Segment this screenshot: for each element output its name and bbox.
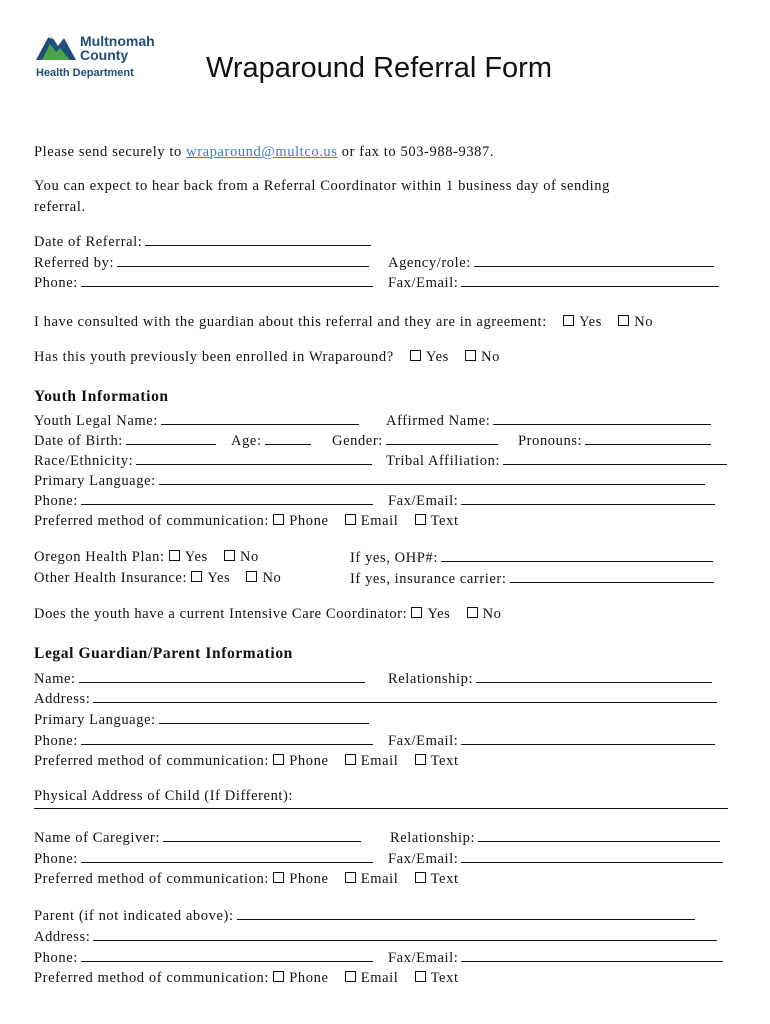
referrer-fax-row	[388, 273, 719, 292]
pronouns-label: Pronouns:	[518, 433, 583, 449]
checkbox-icon[interactable]	[415, 754, 426, 765]
checkbox-icon[interactable]	[410, 350, 421, 361]
guardian-relationship-row	[388, 669, 712, 688]
guardian-pref-phone[interactable]	[273, 753, 328, 769]
guardian-name-label: Name:	[34, 671, 76, 687]
caregiver-field[interactable]	[163, 828, 361, 842]
parent-pref-email[interactable]	[345, 970, 399, 986]
tribal-label: Tribal Affiliation:	[386, 453, 501, 469]
youth-legal-name-row	[34, 411, 359, 430]
enrolled-question: Has this youth previously been enrolled in Wraparound?	[34, 349, 394, 365]
dob-label: Date of Birth:	[34, 433, 123, 449]
caregiver-label: Name of Caregiver:	[34, 830, 160, 846]
icc-question: Does the youth have a current Intensive Care Coordinator:	[34, 606, 408, 622]
checkbox-icon[interactable]	[563, 315, 574, 326]
youth-fax-label: Fax/Email:	[388, 493, 459, 509]
youth-pref-row	[34, 512, 459, 530]
dob-row	[34, 431, 216, 450]
checkbox-icon[interactable]	[169, 550, 180, 561]
age-field[interactable]	[265, 431, 311, 445]
ins-carrier-label: If yes, insurance carrier:	[350, 571, 507, 587]
option-label: Text	[430, 753, 459, 769]
checkbox-icon[interactable]	[345, 872, 356, 883]
parent-address-row	[34, 927, 717, 946]
guardian-fax-label: Fax/Email:	[388, 733, 459, 749]
race-row	[34, 451, 372, 470]
referrer-phone-label: Phone:	[34, 275, 78, 291]
parent-row	[34, 906, 695, 925]
consulted-no-option[interactable]	[618, 314, 653, 330]
option-label: Phone	[289, 513, 329, 529]
checkbox-icon[interactable]	[465, 350, 476, 361]
send-email-link[interactable]: wraparound@multco.us	[186, 144, 338, 160]
youth-phone-field[interactable]	[81, 491, 373, 505]
ohp-no-option[interactable]	[224, 549, 259, 565]
guardian-pref-label: Preferred method of communication:	[34, 753, 270, 769]
age-row	[231, 431, 311, 450]
expect-line-2: referral.	[34, 199, 86, 215]
guardian-pref-row	[34, 752, 459, 770]
ins-carrier-field[interactable]	[510, 569, 714, 583]
affirmed-name-label: Affirmed Name:	[386, 413, 491, 429]
caregiver-fax-label: Fax/Email:	[388, 851, 459, 867]
option-label: Text	[430, 513, 459, 529]
parent-fax-label: Fax/Email:	[388, 950, 459, 966]
affirmed-name-row	[386, 411, 711, 430]
caregiver-row	[34, 828, 361, 847]
youth-phone-row	[34, 491, 373, 510]
guardian-language-field[interactable]	[159, 710, 369, 724]
caregiver-pref-row	[34, 870, 459, 888]
guardian-pref-email[interactable]	[345, 753, 399, 769]
agency-role-label: Agency/role:	[388, 255, 471, 271]
ohp-label: Oregon Health Plan:	[34, 549, 165, 565]
referred-by-label: Referred by:	[34, 255, 115, 271]
enrolled-row	[34, 348, 500, 366]
affirmed-name-field[interactable]	[493, 411, 711, 425]
checkbox-icon[interactable]	[273, 754, 284, 765]
checkbox-icon[interactable]	[467, 607, 478, 618]
tribal-row	[386, 451, 727, 470]
date-of-referral-label: Date of Referral:	[34, 234, 143, 250]
parent-phone-label: Phone:	[34, 950, 78, 966]
ohp-row	[34, 548, 259, 566]
guardian-phone-row	[34, 731, 373, 750]
icc-row	[34, 605, 502, 623]
option-label: Yes	[207, 570, 231, 586]
youth-language-label: Primary Language:	[34, 473, 156, 489]
guardian-address-row	[34, 689, 717, 708]
send-prefix: Please send securely to	[34, 144, 182, 160]
logo-line-3: Health Department	[36, 67, 134, 79]
option-label: Phone	[289, 970, 329, 986]
parent-fax-field[interactable]	[461, 948, 723, 962]
caregiver-phone-row	[34, 849, 373, 868]
checkbox-icon[interactable]	[345, 971, 356, 982]
caregiver-fax-row	[388, 849, 723, 868]
caregiver-pref-text[interactable]	[415, 871, 459, 887]
youth-pref-text[interactable]	[415, 513, 459, 529]
parent-phone-row	[34, 948, 373, 967]
guardian-address-field[interactable]	[93, 689, 717, 703]
checkbox-icon[interactable]	[415, 514, 426, 525]
ohp-yes-option[interactable]	[169, 549, 208, 565]
checkbox-icon[interactable]	[415, 971, 426, 982]
referrer-phone-row	[34, 273, 373, 292]
caregiver-phone-field[interactable]	[81, 849, 373, 863]
ins-carrier-row	[350, 569, 714, 588]
physical-address-field[interactable]	[34, 808, 728, 809]
option-label: Text	[430, 970, 459, 986]
option-label: Email	[360, 970, 399, 986]
parent-phone-field[interactable]	[81, 948, 373, 962]
option-label: Yes	[184, 549, 208, 565]
youth-language-field[interactable]	[159, 471, 705, 485]
caregiver-relationship-field[interactable]	[478, 828, 720, 842]
youth-pref-label: Preferred method of communication:	[34, 513, 270, 529]
agency-role-row	[388, 253, 714, 272]
option-label: No	[239, 549, 259, 565]
option-label: No	[482, 606, 502, 622]
youth-legal-name-field[interactable]	[161, 411, 359, 425]
guardian-phone-field[interactable]	[81, 731, 373, 745]
referrer-phone-field[interactable]	[81, 273, 373, 287]
consulted-question: I have consulted with the guardian about this referral and they are in agreement:	[34, 314, 547, 330]
expect-line-1: You can expect to hear back from a Referral Coordinator within 1 business day of sending	[34, 178, 611, 194]
consulted-yes-option[interactable]	[563, 314, 602, 330]
gender-label: Gender:	[332, 433, 383, 449]
checkbox-icon[interactable]	[191, 571, 202, 582]
youth-pref-phone[interactable]	[273, 513, 328, 529]
enrolled-yes-label: Yes	[425, 349, 449, 365]
youth-language-row	[34, 471, 705, 490]
option-label: Phone	[289, 871, 329, 887]
parent-field[interactable]	[237, 906, 695, 920]
youth-fax-row	[388, 491, 715, 510]
guardian-heading: Legal Guardian/Parent Information	[34, 645, 293, 662]
tribal-field[interactable]	[503, 451, 727, 465]
parent-pref-text[interactable]	[415, 970, 459, 986]
ohp-number-label: If yes, OHP#:	[350, 550, 438, 566]
consulted-no-label: No	[634, 314, 654, 330]
physical-address-label: Physical Address of Child (If Different):	[34, 788, 294, 804]
guardian-language-row	[34, 710, 369, 729]
checkbox-icon[interactable]	[415, 872, 426, 883]
option-label: Phone	[289, 753, 329, 769]
parent-label: Parent (if not indicated above):	[34, 908, 234, 924]
checkbox-icon[interactable]	[411, 607, 422, 618]
checkbox-icon[interactable]	[345, 514, 356, 525]
youth-legal-name-label: Youth Legal Name:	[34, 413, 158, 429]
checkbox-icon[interactable]	[273, 971, 284, 982]
race-label: Race/Ethnicity:	[34, 453, 134, 469]
race-field[interactable]	[136, 451, 372, 465]
checkbox-icon[interactable]	[246, 571, 257, 582]
icc-no-option[interactable]	[467, 606, 502, 622]
enrolled-no-option[interactable]	[465, 349, 500, 365]
guardian-name-field[interactable]	[79, 669, 365, 683]
caregiver-fax-field[interactable]	[461, 849, 723, 863]
youth-phone-label: Phone:	[34, 493, 78, 509]
icc-yes-option[interactable]	[411, 606, 450, 622]
guardian-phone-label: Phone:	[34, 733, 78, 749]
checkbox-icon[interactable]	[273, 514, 284, 525]
parent-address-field[interactable]	[93, 927, 717, 941]
age-label: Age:	[231, 433, 262, 449]
page-title: Wraparound Referral Form	[206, 52, 552, 84]
guardian-fax-row	[388, 731, 715, 750]
dob-field[interactable]	[126, 431, 216, 445]
mountain-logo-icon	[36, 30, 80, 64]
multnomah-logo	[36, 30, 176, 82]
guardian-name-row	[34, 669, 365, 688]
pronouns-field[interactable]	[585, 431, 711, 445]
option-label: Email	[360, 871, 399, 887]
logo-line-2: County	[80, 47, 129, 63]
other-insurance-label: Other Health Insurance:	[34, 570, 188, 586]
parent-pref-label: Preferred method of communication:	[34, 970, 270, 986]
guardian-address-label: Address:	[34, 691, 91, 707]
agency-role-field[interactable]	[474, 253, 714, 267]
parent-pref-phone[interactable]	[273, 970, 328, 986]
caregiver-pref-email[interactable]	[345, 871, 399, 887]
ohp-number-row	[350, 548, 713, 567]
caregiver-phone-label: Phone:	[34, 851, 78, 867]
checkbox-icon[interactable]	[224, 550, 235, 561]
enrolled-yes-option[interactable]	[410, 349, 449, 365]
caregiver-relationship-label: Relationship:	[390, 830, 476, 846]
date-of-referral-row	[34, 232, 371, 251]
option-label: No	[262, 570, 282, 586]
guardian-pref-text[interactable]	[415, 753, 459, 769]
consulted-yes-label: Yes	[579, 314, 602, 330]
gender-field[interactable]	[386, 431, 498, 445]
checkbox-icon[interactable]	[273, 872, 284, 883]
referrer-fax-field[interactable]	[461, 273, 719, 287]
gender-row	[332, 431, 498, 450]
referrer-fax-label: Fax/Email:	[388, 275, 459, 291]
checkbox-icon[interactable]	[618, 315, 629, 326]
guardian-fax-field[interactable]	[461, 731, 715, 745]
referred-by-field[interactable]	[117, 253, 369, 267]
enrolled-no-label: No	[481, 349, 501, 365]
consulted-row	[34, 313, 653, 331]
parent-pref-row	[34, 969, 459, 987]
referred-by-row	[34, 253, 369, 272]
other-ins-no-option[interactable]	[246, 570, 281, 586]
option-label: Email	[360, 753, 399, 769]
send-suffix: or fax to 503-988-9387.	[341, 144, 495, 160]
other-ins-yes-option[interactable]	[191, 570, 230, 586]
option-label: Email	[360, 513, 399, 529]
parent-address-label: Address:	[34, 929, 91, 945]
youth-pref-email[interactable]	[345, 513, 399, 529]
youth-fax-field[interactable]	[461, 491, 715, 505]
guardian-relationship-field[interactable]	[476, 669, 712, 683]
logo-line-1: Multnomah	[80, 33, 155, 49]
other-insurance-row	[34, 569, 281, 587]
send-instructions	[34, 143, 494, 161]
date-of-referral-field[interactable]	[145, 232, 371, 246]
option-label: Text	[430, 871, 459, 887]
guardian-language-label: Primary Language:	[34, 712, 156, 728]
pronouns-row	[518, 431, 711, 450]
checkbox-icon[interactable]	[345, 754, 356, 765]
option-label: Yes	[427, 606, 451, 622]
youth-heading: Youth Information	[34, 388, 169, 405]
guardian-relationship-label: Relationship:	[388, 671, 474, 687]
ohp-number-field[interactable]	[441, 548, 713, 562]
caregiver-relationship-row	[390, 828, 720, 847]
parent-fax-row	[388, 948, 723, 967]
caregiver-pref-label: Preferred method of communication:	[34, 871, 270, 887]
caregiver-pref-phone[interactable]	[273, 871, 328, 887]
